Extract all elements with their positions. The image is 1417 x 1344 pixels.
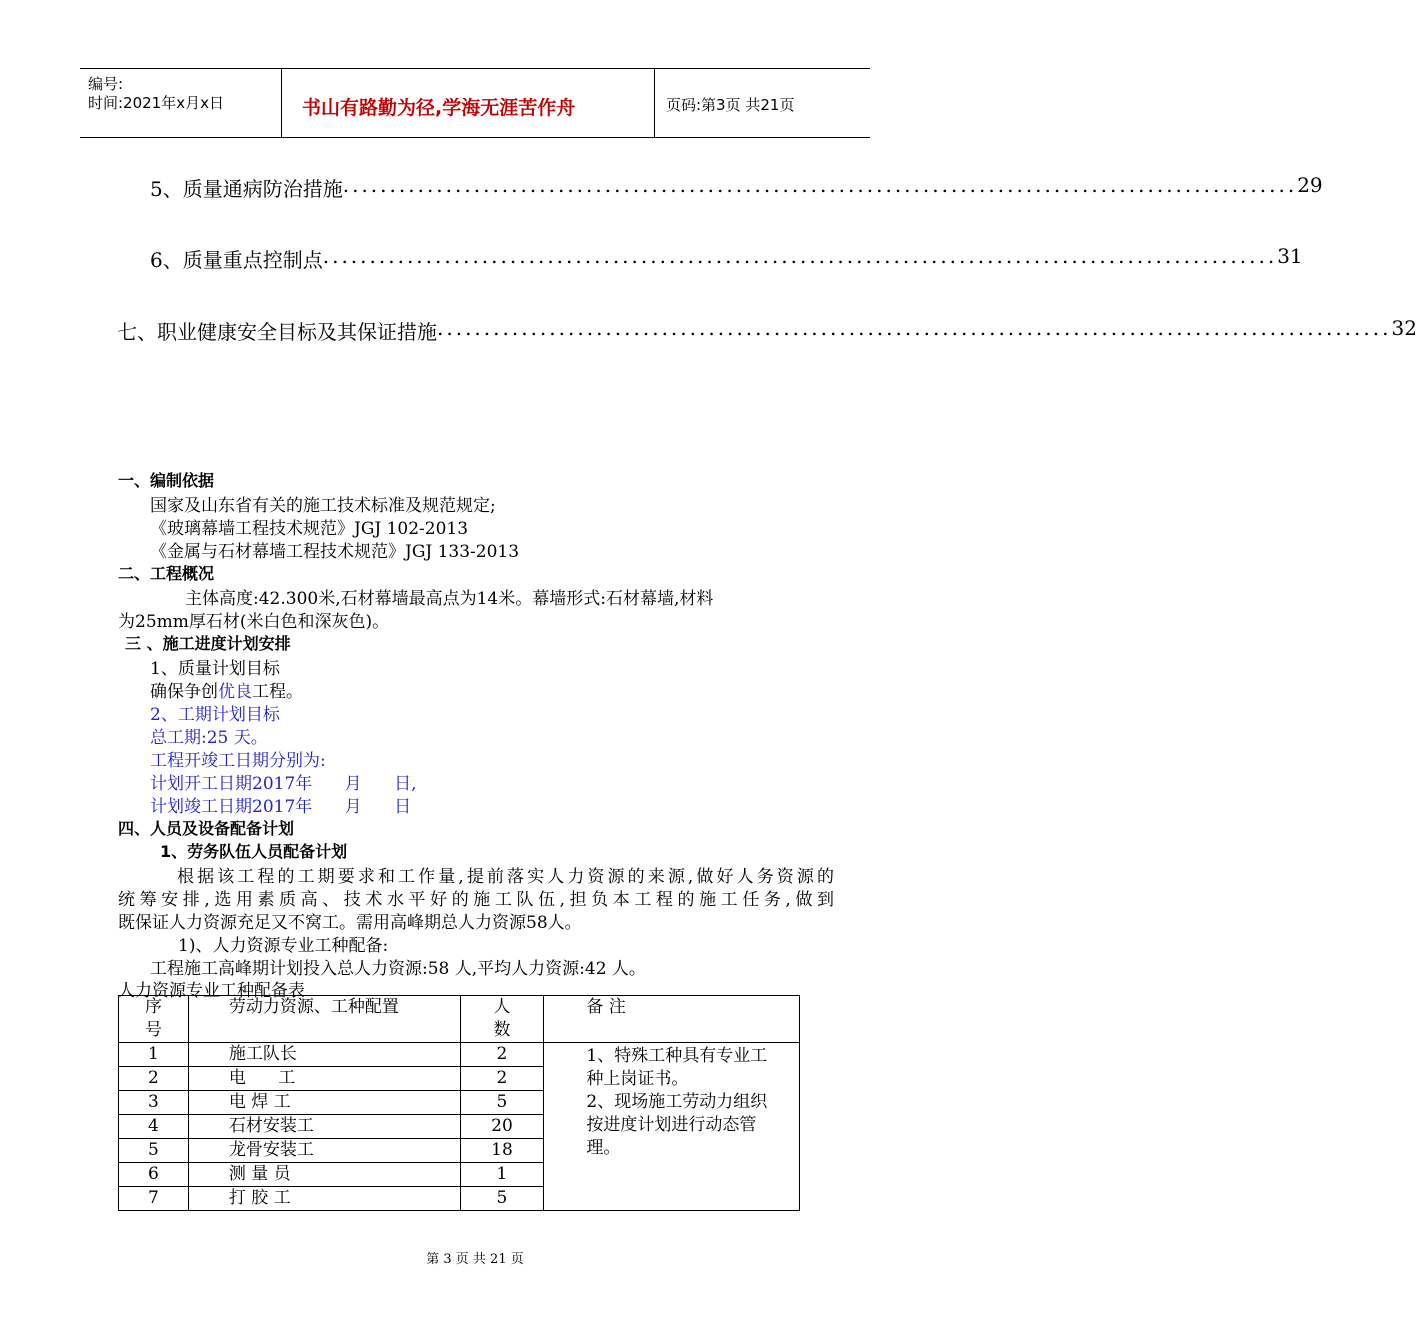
- cell-count: 1: [460, 1163, 544, 1187]
- body-text: 《玻璃幕墙工程技术规范》JGJ 102-2013: [150, 519, 469, 539]
- body-text: 根据该工程的工期要求和工作量,提前落实人力资源的来源,做好人务资源的: [177, 867, 834, 887]
- toc-page: 31: [1277, 244, 1303, 268]
- body-text: 1、质量计划目标: [150, 659, 280, 679]
- header-count: 人 数: [460, 996, 544, 1043]
- subsection-heading: 1、劳务队伍人员配备计划: [160, 842, 348, 861]
- body-text: 1)、人力资源专业工种配备:: [178, 936, 389, 956]
- header-divider: [281, 69, 282, 137]
- body-text: 《金属与石材幕墙工程技术规范》JGJ 133-2013: [150, 542, 520, 562]
- section-heading: 四、人员及设备配备计划: [118, 819, 295, 838]
- header-time: 时间:2021年x月x日: [88, 94, 224, 112]
- page-header: [80, 68, 870, 138]
- header-note: 备 注: [544, 996, 800, 1043]
- body-text: 主体高度:42.300米,石材幕墙最高点为14米。幕墙形式:石材幕墙,材料: [185, 589, 714, 609]
- cell-no: 1: [119, 1043, 189, 1067]
- cell-count: 5: [460, 1187, 544, 1211]
- toc-entry[interactable]: [150, 244, 1303, 273]
- cell-type: 施工队长: [188, 1043, 460, 1067]
- body-text: 为25mm厚石材(米白色和深灰色)。: [118, 612, 390, 632]
- section-heading: 二、工程概况: [118, 564, 215, 583]
- header-no: 序 号: [119, 996, 189, 1043]
- body-text: 国家及山东省有关的施工技术标准及规范规定;: [150, 496, 496, 516]
- section-heading: 三 、施工进度计划安排: [125, 634, 291, 653]
- cell-no: 2: [119, 1067, 189, 1091]
- table-row: [119, 1043, 800, 1067]
- cell-type: 电 工: [188, 1067, 460, 1091]
- body-text: 既保证人力资源充足又不窝工。需用高峰期总人力资源58人。: [118, 913, 582, 933]
- toc-title: 6、质量重点控制点: [150, 248, 323, 272]
- body-text: 2、工期计划目标: [150, 705, 280, 725]
- cell-no: 6: [119, 1163, 189, 1187]
- cell-count: 18: [460, 1139, 544, 1163]
- cell-note: 1、特殊工种具有专业工 种上岗证书。 2、现场施工劳动力组织 按进度计划进行动态管 理。: [544, 1043, 800, 1211]
- toc-page: 29: [1297, 173, 1323, 197]
- body-text: 工程施工高峰期计划投入总人力资源:58 人,平均人力资源:42 人。: [150, 959, 646, 979]
- header-page-info: 页码:第3页 共21页: [666, 96, 795, 114]
- toc-page: 32: [1391, 316, 1417, 340]
- cell-count: 5: [460, 1091, 544, 1115]
- staff-table: [118, 995, 800, 1211]
- body-text: 计划开工日期2017年 月 日,: [150, 774, 417, 794]
- cell-no: 7: [119, 1187, 189, 1211]
- body-text: 总工期:25 天。: [150, 728, 268, 748]
- header-type: 劳动力资源、工种配置: [188, 996, 460, 1043]
- header-divider: [654, 69, 655, 137]
- toc-title: 七、职业健康安全目标及其保证措施: [117, 320, 437, 344]
- cell-type: 龙骨安装工: [188, 1139, 460, 1163]
- header-motto: 书山有路勤为径,学海无涯苦作舟: [302, 97, 576, 119]
- cell-type: 电 焊 工: [188, 1091, 460, 1115]
- cell-no: 5: [119, 1139, 189, 1163]
- body-text: 统筹安排,选用素质高、技术水平好的施工队伍,担负本工程的施工任务,做到: [118, 890, 834, 910]
- cell-type: 测 量 员: [188, 1163, 460, 1187]
- cell-count: 20: [460, 1115, 544, 1139]
- toc-leader: ......................................................................................................: [437, 316, 1392, 340]
- toc-leader: ......................................................................................................: [322, 244, 1278, 268]
- cell-count: 2: [460, 1043, 544, 1067]
- cell-no: 4: [119, 1115, 189, 1139]
- body-text: 计划竣工日期2017年 月 日: [150, 797, 412, 817]
- toc-entry[interactable]: [117, 316, 1417, 345]
- body-text: 工程开竣工日期分别为:: [150, 751, 326, 771]
- body-text: 确保争创优良工程。: [150, 682, 303, 702]
- toc-entry[interactable]: [150, 173, 1323, 202]
- page-footer: 第 3 页 共 21 页: [426, 1252, 524, 1267]
- cell-count: 2: [460, 1067, 544, 1091]
- header-number: 编号:: [88, 75, 124, 93]
- cell-type: 打 胶 工: [188, 1187, 460, 1211]
- cell-type: 石材安装工: [188, 1115, 460, 1139]
- toc-title: 5、质量通病防治措施: [150, 177, 343, 201]
- table-header-row: [119, 996, 800, 1043]
- table-title: 人力资源专业工种配备表: [118, 981, 305, 1001]
- toc-leader: ......................................................................................................: [342, 173, 1298, 197]
- cell-no: 3: [119, 1091, 189, 1115]
- section-heading: 一、编制依据: [118, 471, 215, 490]
